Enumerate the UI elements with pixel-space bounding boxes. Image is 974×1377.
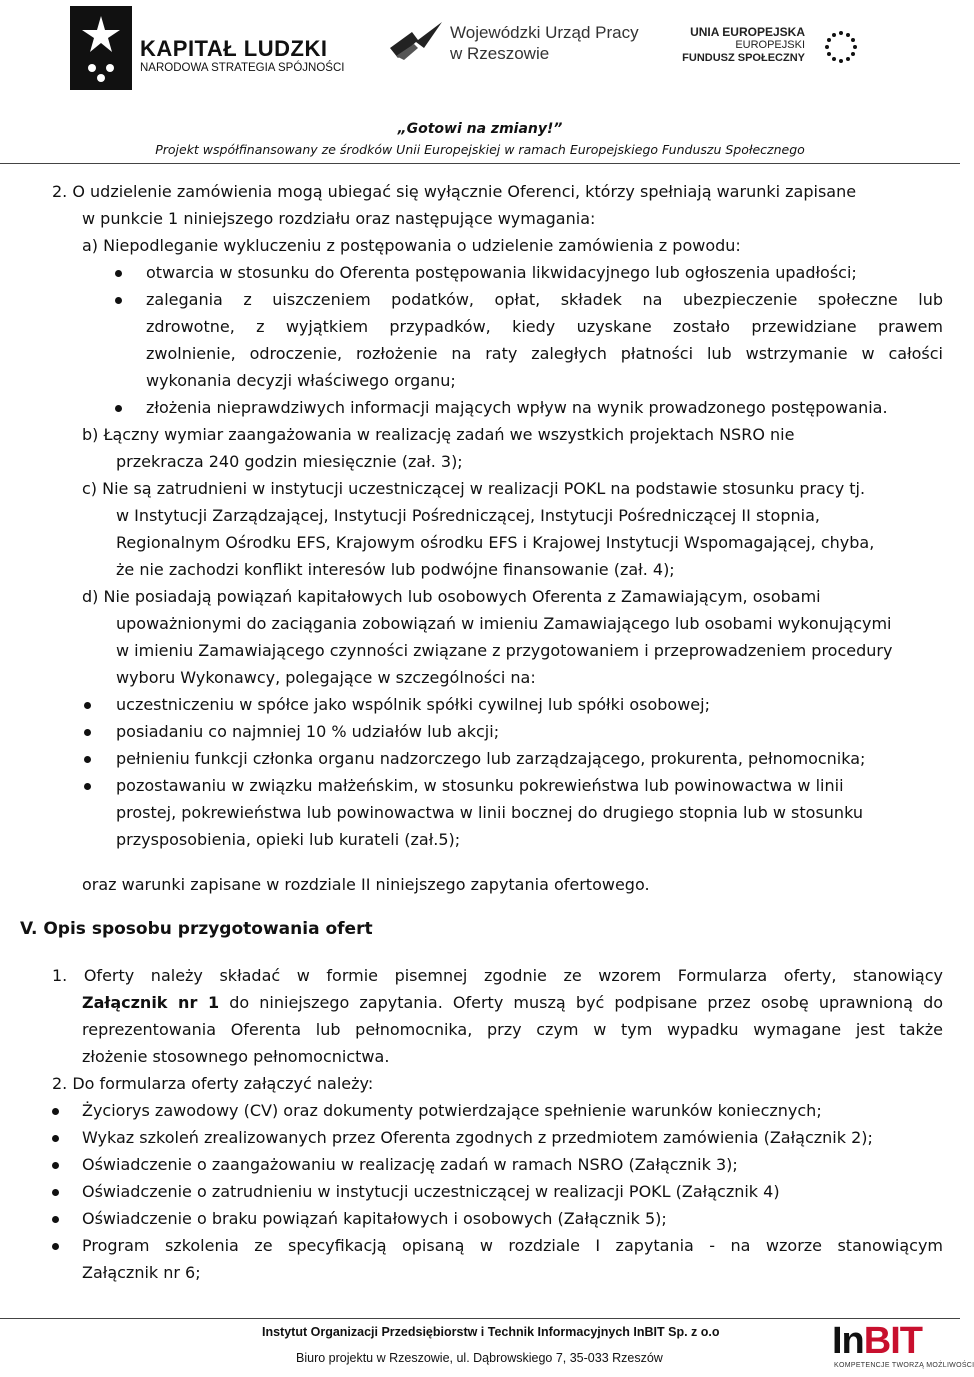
v2-line-1: 2. Do formularza oferty załączyć należy: — [52, 1074, 374, 1093]
item-d-line-4: wyboru Wykonawcy, polegające w szczególności na: — [116, 668, 536, 687]
item-d-bullet-4-line-1: pozostawaniu w związku małżeńskim, w stosunku pokrewieństwa lub powinowactwa w linii — [116, 776, 844, 795]
closing-line: oraz warunki zapisane w rozdziale II niniejszego zapytania ofertowego. — [82, 875, 650, 894]
bullet-icon — [52, 1243, 59, 1250]
wup-name — [450, 22, 639, 64]
v2-bullet-5: Oświadczenie o braku powiązań kapitałowych i osobowych (Załącznik 5); — [82, 1209, 667, 1228]
item-d-bullet-2: posiadaniu co najmniej 10 % udziałów lub akcji; — [116, 722, 500, 741]
bullet-icon — [84, 729, 91, 736]
inbit-word-bit: BIT — [863, 1320, 922, 1362]
bullet-icon — [52, 1189, 59, 1196]
item-c-line-3: Regionalnym Ośrodku EFS, Krajowym ośrodku EFS i Krajowej Instytucji Wspomagającej, chyba, — [116, 533, 875, 552]
bullet-icon — [52, 1108, 59, 1115]
wup-name-line2: w Rzeszowie — [450, 44, 550, 63]
item-a-bullet-3: złożenia nieprawdziwych informacji mających wpływ na wynik prowadzonego postępowania. — [146, 398, 888, 417]
item-a-bullet-2-line-1: zalegania z uiszczeniem podatków, opłat, składek na ubezpieczenie społeczne lub — [146, 290, 943, 309]
attachment-1-label: Załącznik nr 1 — [82, 993, 220, 1012]
eu-line1: UNIA EUROPEJSKA — [690, 25, 805, 39]
kapital-ludzki-title: KAPITAŁ LUDZKI — [140, 36, 328, 61]
item-a-bullet-2-line-4: wykonania decyzji właściwego organu; — [146, 371, 456, 390]
v2-bullet-6-line-1: Program szkolenia ze specyfikacją opisaną w rozdziale I zapytania - na wzorze stanowiącym — [82, 1236, 943, 1255]
v1-line-3: reprezentowania Oferenta lub pełnomocnika, przy czym w tym wypadku wymagane jest także — [82, 1020, 943, 1039]
header-divider — [0, 163, 960, 164]
v1-line-2-rest: do niniejszego zapytania. Oferty muszą być podpisane przez osobę uprawnioną do — [219, 993, 944, 1012]
inbit-tagline: KOMPETENCJE TWORZĄ MOŻLIWOŚCI — [834, 1362, 974, 1369]
bullet-icon — [84, 756, 91, 763]
item-c-line-4: że nie zachodzi konflikt interesów lub podwójne finansowanie (zał. 4); — [116, 560, 675, 579]
eu-line3: FUNDUSZ SPOŁECZNY — [682, 52, 805, 64]
v2-bullet-3: Oświadczenie o zaangażowaniu w realizację zadań w ramach NSRO (Załącznik 3); — [82, 1155, 738, 1174]
bullet-icon — [84, 702, 91, 709]
v2-bullet-1: Życiorys zawodowy (CV) oraz dokumenty potwierdzające spełnienie warunków koniecznych; — [82, 1101, 822, 1120]
item-b-line-1: b) Łączny wymiar zaangażowania w realizację zadań we wszystkich projektach NSRO nie — [82, 425, 795, 444]
v1-line-4: złożenie stosownego pełnomocnictwa. — [82, 1047, 390, 1066]
footer-address: Biuro projektu w Rzeszowie, ul. Dąbrowskiego 7, 35-033 Rzeszów — [296, 1351, 663, 1365]
footer-company: Instytut Organizacji Przedsiębiorstw i Technik Informacyjnych InBIT Sp. z o.o — [262, 1325, 720, 1339]
eu-flag-icon — [811, 26, 871, 68]
bullet-icon — [52, 1162, 59, 1169]
point-2-line-1: 2. O udzielenie zamówienia mogą ubiegać się wyłącznie Oferenci, którzy spełniają warunki zapisane — [52, 182, 857, 201]
kapital-ludzki-logo — [70, 6, 360, 90]
v1-line-2 — [82, 992, 943, 1014]
item-d-bullet-4-line-2: prostej, pokrewieństwa lub powinowactwa w linii bocznej do drugiego stopnia lub w stosunku — [116, 803, 863, 822]
project-cofinancing-line: Projekt współfinansowany ze środków Unii Europejskiej w ramach Europejskiego Funduszu Społecznego — [155, 142, 805, 157]
bullet-icon — [115, 297, 122, 304]
item-d-bullet-3: pełnieniu funkcji członka organu nadzorczego lub zarządzającego, prokurenta, pełnomocnika; — [116, 749, 866, 768]
bullet-icon — [115, 270, 122, 277]
inbit-word-in: In — [832, 1320, 864, 1362]
item-d-bullet-4-line-3: przysposobienia, opieki lub kurateli (zał.5); — [116, 830, 461, 849]
wup-rzeszow-logo — [388, 18, 648, 68]
eu-efs-logo — [682, 25, 935, 72]
item-c-line-2: w Instytucji Zarządzającej, Instytucji Pośredniczącej, Instytucji Pośredniczącej II stopnia, — [116, 506, 820, 525]
section-v-heading: V. Opis sposobu przygotowania ofert — [20, 919, 373, 939]
v1-line-1: 1. Oferty należy składać w formie pisemnej zgodnie ze wzorem Formularza oferty, stanowiący — [52, 966, 943, 985]
item-a-line-1: a) Niepodleganie wykluczeniu z postępowania o udzielenie zamówienia z powodu: — [82, 236, 741, 255]
v2-bullet-2: Wykaz szkoleń zrealizowanych przez Oferenta zgodnych z przedmiotem zamówienia (Załącznik 2); — [82, 1128, 873, 1147]
item-d-line-3: w imieniu Zamawiającego czynności związane z przygotowaniem i przeprowadzeniem procedury — [116, 641, 893, 660]
item-a-bullet-2-line-3: zwolnienie, odroczenie, rozłożenie na raty zaległych płatności lub wstrzymanie w całości — [146, 344, 943, 363]
kapital-ludzki-emblem-icon — [70, 6, 132, 90]
item-d-line-1: d) Nie posiadają powiązań kapitałowych lub osobowych Oferenta z Zamawiającym, osobami — [82, 587, 821, 606]
slogan: „Gotowi na zmiany!” — [397, 121, 563, 137]
item-a-bullet-2-line-2: zdrowotne, z wyjątkiem przypadków, kiedy uzyskane zostało przewidziane prawem — [146, 317, 943, 336]
item-c-line-1: c) Nie są zatrudnieni w instytucji uczestniczącej w realizacji POKL na podstawie stosunku pracy tj. — [82, 479, 866, 498]
kapital-ludzki-subtitle: NARODOWA STRATEGIA SPÓJNOŚCI — [140, 62, 345, 74]
item-b-line-2: przekracza 240 godzin miesięcznie (zał. 3); — [116, 452, 463, 471]
v2-bullet-6-line-2: Załącznik nr 6; — [82, 1263, 201, 1282]
item-d-line-2: upoważnionymi do zaciągania zobowiązań w imieniu Zamawiającego lub osobami wykonującymi — [116, 614, 892, 633]
bullet-icon — [52, 1135, 59, 1142]
point-2-line-2: w punkcie 1 niniejszego rozdziału oraz następujące wymagania: — [82, 209, 596, 228]
bullet-icon — [84, 783, 91, 790]
bullet-icon — [115, 405, 122, 412]
eu-text — [682, 26, 805, 65]
v2-bullet-4: Oświadczenie o zatrudnieniu w instytucji uczestniczącej w realizacji POKL (Załącznik 4) — [82, 1182, 780, 1201]
inbit-logo — [832, 1320, 974, 1374]
inbit-wordmark — [832, 1322, 922, 1360]
bullet-icon — [52, 1216, 59, 1223]
wup-bird-icon — [388, 18, 444, 64]
footer-divider — [0, 1318, 960, 1319]
item-d-bullet-1: uczestniczeniu w spółce jako wspólnik spółki cywilnej lub spółki osobowej; — [116, 695, 710, 714]
item-a-bullet-1: otwarcia w stosunku do Oferenta postępowania likwidacyjnego lub ogłoszenia upadłości; — [146, 263, 857, 282]
wup-name-line1: Wojewódzki Urząd Pracy — [450, 23, 639, 42]
header-logos — [0, 0, 960, 110]
eu-line2: EUROPEJSKI — [735, 39, 805, 51]
